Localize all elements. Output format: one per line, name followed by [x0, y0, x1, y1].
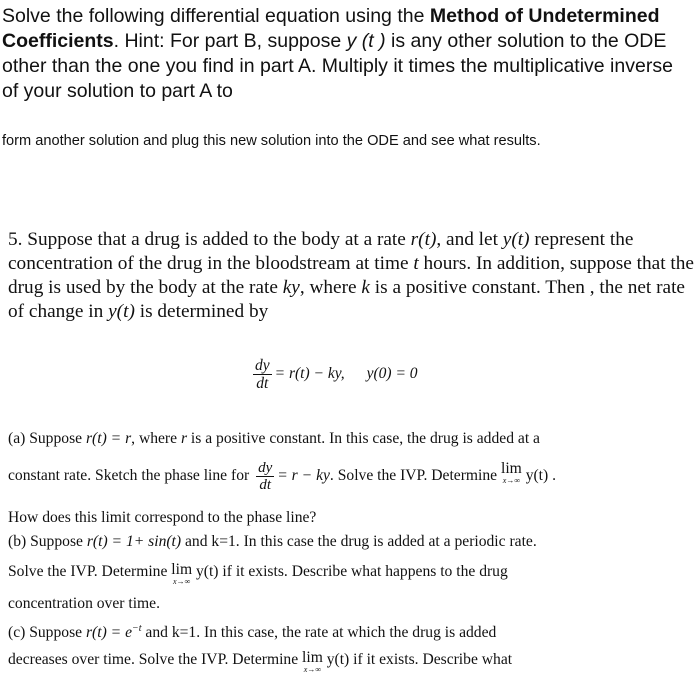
part-text: . Solve the IVP. Determine [329, 467, 501, 485]
problem-text: , and let [436, 229, 503, 250]
math-ky: ky [282, 277, 300, 298]
fraction-denominator: dt [259, 477, 272, 493]
limit-subscript: x→∞ [173, 577, 191, 586]
part-text: Solve the IVP. Determine [8, 563, 172, 580]
instructions-text: Solve the following differential equation using the [2, 5, 430, 27]
fraction-numerator: dy [255, 356, 270, 374]
part-b-line-2 [8, 561, 698, 586]
part-text: constant rate. Sketch the phase line for [8, 467, 254, 485]
limit-word: lim [171, 561, 193, 578]
math-y-of-t: y(t) [108, 301, 135, 322]
math-r-of-t: r(t) [85, 430, 107, 447]
math-expression: = r − ky [277, 467, 330, 485]
part-a-line-2 [8, 460, 698, 493]
part-b-line-1 [8, 531, 698, 553]
limit-operator [501, 460, 522, 485]
ode-rhs: = r(t) − ky, [274, 365, 345, 382]
part-b-line-3: concentration over time. [8, 595, 160, 612]
math-exponent: −t [132, 623, 142, 634]
part-text: y(t) . [521, 467, 557, 485]
part-a-line-1 [8, 428, 698, 450]
part-text: (c) Suppose [8, 624, 86, 642]
instructions-paragraph [2, 4, 692, 104]
initial-condition: y(0) = 0 [366, 365, 418, 382]
problem-text: hours. In addition, suppose that the drug is used by the body at the rate [8, 253, 694, 298]
part-text: and k=1. In this case, the rate at which the drug is added [141, 624, 497, 642]
limit-operator [302, 649, 323, 674]
instructions-text: is any other solution to the ODE other than the one you find in part A. Multiply it times the multiplicative inverse of your solution to part A to [2, 30, 673, 102]
instructions-text: . Hint: For part B, suppose [113, 30, 347, 52]
part-text: (b) Suppose [8, 533, 87, 550]
problem-text: 5. Suppose that a drug is added to the body at a rate [8, 229, 411, 250]
math-t: t [413, 253, 419, 274]
limit-word: lim [302, 649, 323, 666]
math-r-of-t: r(t) [410, 229, 437, 250]
problem-statement [8, 228, 694, 324]
math-expression: = r [106, 430, 132, 447]
part-text: , where [131, 430, 181, 447]
fraction-numerator: dy [258, 460, 273, 476]
part-c-line-2 [8, 649, 698, 674]
math-expression: r(t) = e [85, 624, 132, 642]
problem-text: , where [299, 277, 362, 298]
part-text: (a) Suppose [8, 430, 86, 447]
instructions-note: form another solution and plug this new solution into the ODE and see what results. [2, 133, 541, 149]
fraction-denominator: dt [256, 374, 269, 392]
limit-word: lim [501, 460, 522, 477]
limit-subscript: x→∞ [303, 665, 322, 674]
math-expression: r(t) = 1+ sin(t) [86, 533, 182, 550]
part-text: y(t) if it exists. Describe what [322, 651, 513, 668]
part-text: is a positive constant. In this case, the drug is added at a [187, 430, 540, 447]
math-y-of-t: y (t ) [346, 30, 386, 52]
derivative-fraction [253, 357, 272, 392]
part-text: decreases over time. Solve the IVP. Determine [8, 651, 303, 668]
limit-operator [171, 561, 192, 586]
math-r: r [180, 430, 188, 447]
math-k: k [361, 277, 370, 298]
method-name: Method of Undetermined Coefficients [2, 5, 660, 52]
ode-equation [253, 350, 418, 398]
part-a-line-3: How does this limit correspond to the phase line? [8, 509, 317, 526]
math-y-of-t: y(t) [502, 229, 530, 250]
problem-text: is determined by [134, 301, 269, 322]
part-text: y(t) if it exists. Describe what happens to the drug [192, 563, 508, 580]
problem-text: represent the concentration of the drug in the bloodstream at time [8, 229, 634, 274]
part-text: and k=1. In this case the drug is added at a periodic rate. [181, 533, 537, 550]
derivative-fraction [256, 460, 274, 493]
part-c-line-1 [8, 618, 698, 644]
problem-text: is a positive constant. Then , the net rate of change in [8, 277, 685, 322]
limit-subscript: x→∞ [502, 476, 521, 485]
